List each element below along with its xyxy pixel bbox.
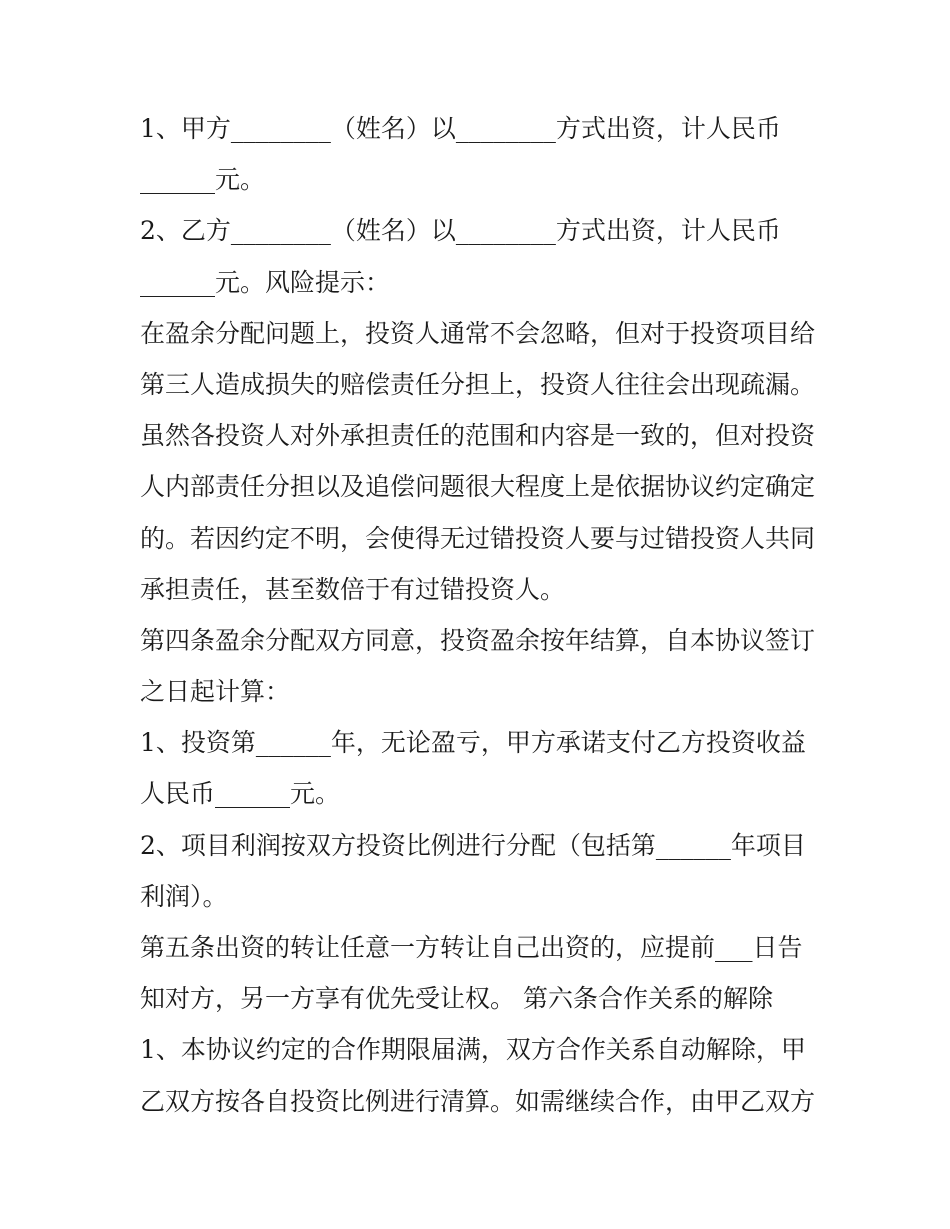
text-line-11: 第四条盈余分配双方同意，投资盈余按年结算，自本协议签订 — [140, 625, 816, 655]
text-line-6: 第三人造成损失的赔偿责任分担上，投资人往往会出现疏漏。 — [140, 369, 816, 399]
text-line-10: 承担责任，甚至数倍于有过错投资人。 — [140, 574, 566, 604]
text-line-20: 乙双方按各自投资比例进行清算。如需继续合作，由甲乙双方 — [140, 1086, 816, 1116]
text-line-5: 在盈余分配问题上，投资人通常不会忽略，但对于投资项目给 — [140, 318, 816, 348]
text-line-13: 1、投资第______年，无论盈亏，甲方承诺支付乙方投资收益 — [140, 728, 806, 758]
text-line-16: 利润）。 — [140, 881, 228, 911]
text-line-4: ______元。风险提示： — [140, 267, 391, 297]
text-line-2: ______元。 — [140, 165, 266, 195]
text-line-3: 2、乙方________（姓名）以________方式出资，计人民币 — [140, 216, 781, 246]
text-line-15: 2、项目利润按双方投资比例进行分配（包括第______年项目 — [140, 830, 806, 860]
text-line-7: 虽然各投资人对外承担责任的范围和内容是一致的，但对投资 — [140, 421, 816, 451]
document-body — [140, 103, 830, 1127]
text-line-1: 1、甲方________（姓名）以________方式出资，计人民币 — [140, 114, 781, 143]
text-line-19: 1、本协议约定的合作期限届满，双方合作关系自动解除，甲 — [140, 1035, 806, 1065]
text-line-17: 第五条出资的转让任意一方转让自己出资的，应提前___日告 — [140, 933, 803, 962]
text-line-18: 知对方，另一方享有优先受让权。 第六条合作关系的解除 — [140, 984, 773, 1014]
text-line-14: 人民币______元。 — [140, 779, 341, 809]
text-line-12: 之日起计算： — [140, 677, 291, 707]
text-line-9: 的。若因约定不明，会使得无过错投资人要与过错投资人共同 — [140, 523, 816, 553]
text-line-8: 人内部责任分担以及追偿问题很大程度上是依据协议约定确定 — [140, 472, 816, 502]
